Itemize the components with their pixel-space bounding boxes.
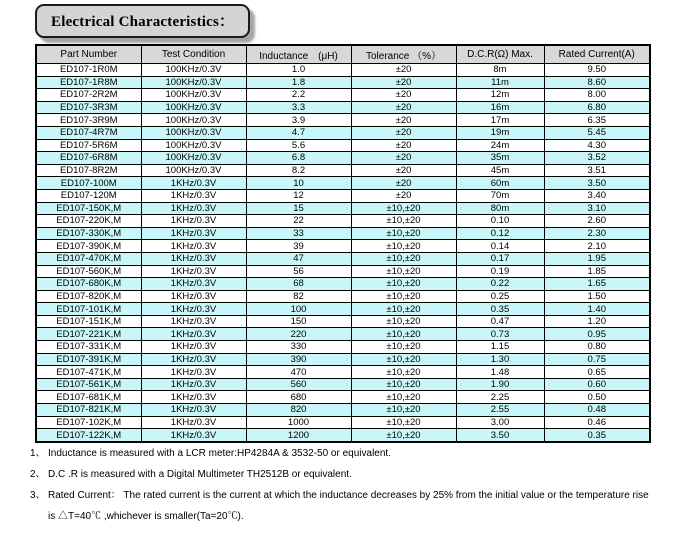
rated-current-cell: 0.48	[544, 404, 650, 417]
dcr-cell: 1.90	[456, 378, 544, 391]
tolerance-cell: ±20	[351, 164, 456, 177]
inductance-cell: 39	[246, 240, 351, 253]
footnotes	[30, 443, 678, 527]
dcr-cell: 1.15	[456, 341, 544, 354]
dcr-cell: 16m	[456, 101, 544, 114]
rated-current-cell: 1.85	[544, 265, 650, 278]
rated-current-cell: 0.60	[544, 378, 650, 391]
table-row	[36, 416, 650, 429]
tolerance-cell: ±20	[351, 189, 456, 202]
inductance-cell: 3.9	[246, 114, 351, 127]
inductance-cell: 1.0	[246, 64, 351, 77]
rated-current-cell: 0.46	[544, 416, 650, 429]
table-row	[36, 114, 650, 127]
tolerance-cell: ±10,±20	[351, 227, 456, 240]
tolerance-cell: ±20	[351, 76, 456, 89]
test-condition-cell: 100KHz/0.3V	[141, 126, 246, 139]
rated-current-cell: 1.95	[544, 252, 650, 265]
part-number-cell: ED107-100M	[36, 177, 141, 190]
table-row	[36, 189, 650, 202]
column-header-dcr: D.C.R(Ω) Max.	[456, 45, 544, 64]
table-row	[36, 353, 650, 366]
test-condition-cell: 1KHz/0.3V	[141, 315, 246, 328]
rated-current-cell: 0.75	[544, 353, 650, 366]
test-condition-cell: 1KHz/0.3V	[141, 240, 246, 253]
inductance-cell: 68	[246, 278, 351, 291]
test-condition-cell: 100KHz/0.3V	[141, 164, 246, 177]
test-condition-cell: 1KHz/0.3V	[141, 416, 246, 429]
test-condition-cell: 1KHz/0.3V	[141, 278, 246, 291]
test-condition-cell: 1KHz/0.3V	[141, 303, 246, 316]
inductance-cell: 4.7	[246, 126, 351, 139]
tolerance-cell: ±10,±20	[351, 240, 456, 253]
dcr-cell: 45m	[456, 164, 544, 177]
dcr-cell: 0.35	[456, 303, 544, 316]
test-condition-cell: 100KHz/0.3V	[141, 152, 246, 165]
inductance-cell: 12	[246, 189, 351, 202]
column-header-tolerance: Tolerance （%）	[351, 45, 456, 64]
dcr-cell: 0.12	[456, 227, 544, 240]
inductance-cell: 390	[246, 353, 351, 366]
inductance-cell: 820	[246, 404, 351, 417]
part-number-cell: ED107-221K,M	[36, 328, 141, 341]
part-number-cell: ED107-1R0M	[36, 64, 141, 77]
test-condition-cell: 1KHz/0.3V	[141, 353, 246, 366]
test-condition-cell: 1KHz/0.3V	[141, 429, 246, 442]
rated-current-cell: 2.10	[544, 240, 650, 253]
table-row	[36, 315, 650, 328]
tolerance-cell: ±20	[351, 89, 456, 102]
part-number-cell: ED107-331K,M	[36, 341, 141, 354]
test-condition-cell: 1KHz/0.3V	[141, 391, 246, 404]
rated-current-cell: 0.80	[544, 341, 650, 354]
part-number-cell: ED107-151K,M	[36, 315, 141, 328]
note-text: Inductance is measured with a LCR meter:HP4284A & 3532-50 or equivalent.	[48, 448, 391, 459]
tolerance-cell: ±10,±20	[351, 202, 456, 215]
table-row	[36, 202, 650, 215]
test-condition-cell: 1KHz/0.3V	[141, 341, 246, 354]
table-row	[36, 89, 650, 102]
test-condition-cell: 1KHz/0.3V	[141, 378, 246, 391]
inductance-cell: 56	[246, 265, 351, 278]
dcr-cell: 2.55	[456, 404, 544, 417]
note-marker: 2、	[30, 469, 46, 480]
test-condition-cell: 1KHz/0.3V	[141, 177, 246, 190]
dcr-cell: 80m	[456, 202, 544, 215]
dcr-cell: 0.19	[456, 265, 544, 278]
tolerance-cell: ±10,±20	[351, 315, 456, 328]
test-condition-cell: 1KHz/0.3V	[141, 215, 246, 228]
column-header-rated-current: Rated Current(A)	[544, 45, 650, 64]
inductance-cell: 2.2	[246, 89, 351, 102]
part-number-cell: ED107-471K,M	[36, 366, 141, 379]
column-header-part-number: Part Number	[36, 45, 141, 64]
dcr-cell: 3.00	[456, 416, 544, 429]
inductance-cell: 33	[246, 227, 351, 240]
dcr-cell: 12m	[456, 89, 544, 102]
table-row	[36, 404, 650, 417]
tolerance-cell: ±10,±20	[351, 429, 456, 442]
table-row	[36, 265, 650, 278]
rated-current-cell: 2.30	[544, 227, 650, 240]
test-condition-cell: 1KHz/0.3V	[141, 227, 246, 240]
inductance-cell: 5.6	[246, 139, 351, 152]
rated-current-cell: 9.50	[544, 64, 650, 77]
rated-current-cell: 5.45	[544, 126, 650, 139]
table-row	[36, 378, 650, 391]
table-row	[36, 152, 650, 165]
part-number-cell: ED107-101K,M	[36, 303, 141, 316]
dcr-cell: 0.47	[456, 315, 544, 328]
inductance-cell: 150	[246, 315, 351, 328]
tolerance-cell: ±10,±20	[351, 328, 456, 341]
tolerance-cell: ±20	[351, 101, 456, 114]
test-condition-cell: 1KHz/0.3V	[141, 290, 246, 303]
electrical-characteristics-table	[35, 44, 651, 443]
rated-current-cell: 1.40	[544, 303, 650, 316]
tolerance-cell: ±10,±20	[351, 391, 456, 404]
tolerance-cell: ±20	[351, 64, 456, 77]
rated-current-cell: 3.40	[544, 189, 650, 202]
dcr-cell: 17m	[456, 114, 544, 127]
inductance-cell: 10	[246, 177, 351, 190]
rated-current-cell: 8.60	[544, 76, 650, 89]
dcr-cell: 0.22	[456, 278, 544, 291]
part-number-cell: ED107-681K,M	[36, 391, 141, 404]
part-number-cell: ED107-391K,M	[36, 353, 141, 366]
rated-current-cell: 3.50	[544, 177, 650, 190]
tolerance-cell: ±10,±20	[351, 353, 456, 366]
part-number-cell: ED107-102K,M	[36, 416, 141, 429]
rated-current-cell: 4.30	[544, 139, 650, 152]
test-condition-cell: 100KHz/0.3V	[141, 114, 246, 127]
part-number-cell: ED107-150K,M	[36, 202, 141, 215]
tolerance-cell: ±10,±20	[351, 416, 456, 429]
test-condition-cell: 1KHz/0.3V	[141, 189, 246, 202]
part-number-cell: ED107-3R9M	[36, 114, 141, 127]
table-row	[36, 290, 650, 303]
tolerance-cell: ±10,±20	[351, 404, 456, 417]
rated-current-cell: 0.35	[544, 429, 650, 442]
rated-current-cell: 0.95	[544, 328, 650, 341]
table-row	[36, 64, 650, 77]
tolerance-cell: ±10,±20	[351, 278, 456, 291]
inductance-cell: 1200	[246, 429, 351, 442]
dcr-cell: 1.30	[456, 353, 544, 366]
test-condition-cell: 100KHz/0.3V	[141, 101, 246, 114]
test-condition-cell: 100KHz/0.3V	[141, 64, 246, 77]
inductance-cell: 1000	[246, 416, 351, 429]
table-row	[36, 429, 650, 442]
part-number-cell: ED107-470K,M	[36, 252, 141, 265]
table-row	[36, 139, 650, 152]
section-title-box	[35, 4, 250, 38]
table-row	[36, 215, 650, 228]
rated-current-cell: 3.52	[544, 152, 650, 165]
part-number-cell: ED107-4R7M	[36, 126, 141, 139]
table-header-row	[36, 45, 650, 64]
part-number-cell: ED107-561K,M	[36, 378, 141, 391]
dcr-cell: 1.48	[456, 366, 544, 379]
part-number-cell: ED107-330K,M	[36, 227, 141, 240]
dcr-cell: 11m	[456, 76, 544, 89]
tolerance-cell: ±10,±20	[351, 252, 456, 265]
inductance-cell: 47	[246, 252, 351, 265]
tolerance-cell: ±10,±20	[351, 265, 456, 278]
test-condition-cell: 1KHz/0.3V	[141, 265, 246, 278]
column-header-inductance: Inductance (μH)	[246, 45, 351, 64]
table-row	[36, 240, 650, 253]
inductance-cell: 100	[246, 303, 351, 316]
dcr-cell: 70m	[456, 189, 544, 202]
dcr-cell: 3.50	[456, 429, 544, 442]
section-title: Electrical Characteristics：	[51, 14, 235, 30]
dcr-cell: 0.10	[456, 215, 544, 228]
test-condition-cell: 1KHz/0.3V	[141, 328, 246, 341]
dcr-cell: 35m	[456, 152, 544, 165]
note	[30, 464, 678, 485]
table-row	[36, 101, 650, 114]
tolerance-cell: ±20	[351, 126, 456, 139]
note-text: Rated Current： The rated current is the current at which the inductance decreases by 25% from the initial value or the temperature rise is △T=40℃ ,whichever is smaller(Ta=20℃).	[48, 490, 649, 522]
part-number-cell: ED107-2R2M	[36, 89, 141, 102]
dcr-cell: 60m	[456, 177, 544, 190]
test-condition-cell: 1KHz/0.3V	[141, 252, 246, 265]
note	[30, 485, 678, 527]
tolerance-cell: ±10,±20	[351, 290, 456, 303]
inductance-cell: 82	[246, 290, 351, 303]
part-number-cell: ED107-3R3M	[36, 101, 141, 114]
part-number-cell: ED107-8R2M	[36, 164, 141, 177]
note-marker: 1、	[30, 448, 46, 459]
inductance-cell: 15	[246, 202, 351, 215]
table-row	[36, 328, 650, 341]
rated-current-cell: 1.65	[544, 278, 650, 291]
inductance-cell: 8.2	[246, 164, 351, 177]
table-row	[36, 76, 650, 89]
inductance-cell: 560	[246, 378, 351, 391]
note-text: D.C .R is measured with a Digital Multimeter TH2512B or equivalent.	[48, 469, 352, 480]
dcr-cell: 19m	[456, 126, 544, 139]
table-row	[36, 391, 650, 404]
rated-current-cell: 8.00	[544, 89, 650, 102]
dcr-cell: 0.17	[456, 252, 544, 265]
tolerance-cell: ±10,±20	[351, 366, 456, 379]
tolerance-cell: ±10,±20	[351, 303, 456, 316]
part-number-cell: ED107-6R8M	[36, 152, 141, 165]
table-row	[36, 303, 650, 316]
part-number-cell: ED107-680K,M	[36, 278, 141, 291]
inductance-cell: 6.8	[246, 152, 351, 165]
rated-current-cell: 3.10	[544, 202, 650, 215]
dcr-cell: 0.14	[456, 240, 544, 253]
table-row	[36, 126, 650, 139]
note-marker: 3、	[30, 490, 46, 501]
table-row	[36, 177, 650, 190]
dcr-cell: 24m	[456, 139, 544, 152]
table-row	[36, 252, 650, 265]
tolerance-cell: ±10,±20	[351, 378, 456, 391]
table-row	[36, 278, 650, 291]
inductance-cell: 1.8	[246, 76, 351, 89]
table-row	[36, 227, 650, 240]
test-condition-cell: 100KHz/0.3V	[141, 139, 246, 152]
rated-current-cell: 0.50	[544, 391, 650, 404]
rated-current-cell: 2.60	[544, 215, 650, 228]
part-number-cell: ED107-120M	[36, 189, 141, 202]
test-condition-cell: 100KHz/0.3V	[141, 89, 246, 102]
rated-current-cell: 1.20	[544, 315, 650, 328]
inductance-cell: 22	[246, 215, 351, 228]
dcr-cell: 0.25	[456, 290, 544, 303]
inductance-cell: 470	[246, 366, 351, 379]
inductance-cell: 330	[246, 341, 351, 354]
tolerance-cell: ±20	[351, 139, 456, 152]
test-condition-cell: 1KHz/0.3V	[141, 366, 246, 379]
rated-current-cell: 1.50	[544, 290, 650, 303]
part-number-cell: ED107-220K,M	[36, 215, 141, 228]
test-condition-cell: 100KHz/0.3V	[141, 76, 246, 89]
tolerance-cell: ±20	[351, 152, 456, 165]
tolerance-cell: ±20	[351, 114, 456, 127]
table-row	[36, 341, 650, 354]
table-row	[36, 164, 650, 177]
note	[30, 443, 678, 464]
inductance-cell: 3.3	[246, 101, 351, 114]
rated-current-cell: 6.80	[544, 101, 650, 114]
rated-current-cell: 6.35	[544, 114, 650, 127]
part-number-cell: ED107-390K,M	[36, 240, 141, 253]
column-header-test-condition: Test Condition	[141, 45, 246, 64]
rated-current-cell: 0.65	[544, 366, 650, 379]
dcr-cell: 8m	[456, 64, 544, 77]
dcr-cell: 0.73	[456, 328, 544, 341]
tolerance-cell: ±10,±20	[351, 215, 456, 228]
test-condition-cell: 1KHz/0.3V	[141, 404, 246, 417]
test-condition-cell: 1KHz/0.3V	[141, 202, 246, 215]
part-number-cell: ED107-1R8M	[36, 76, 141, 89]
tolerance-cell: ±10,±20	[351, 341, 456, 354]
table-row	[36, 366, 650, 379]
dcr-cell: 2.25	[456, 391, 544, 404]
inductance-cell: 680	[246, 391, 351, 404]
part-number-cell: ED107-122K,M	[36, 429, 141, 442]
tolerance-cell: ±20	[351, 177, 456, 190]
part-number-cell: ED107-820K,M	[36, 290, 141, 303]
part-number-cell: ED107-821K,M	[36, 404, 141, 417]
part-number-cell: ED107-5R6M	[36, 139, 141, 152]
inductance-cell: 220	[246, 328, 351, 341]
rated-current-cell: 3.51	[544, 164, 650, 177]
part-number-cell: ED107-560K,M	[36, 265, 141, 278]
